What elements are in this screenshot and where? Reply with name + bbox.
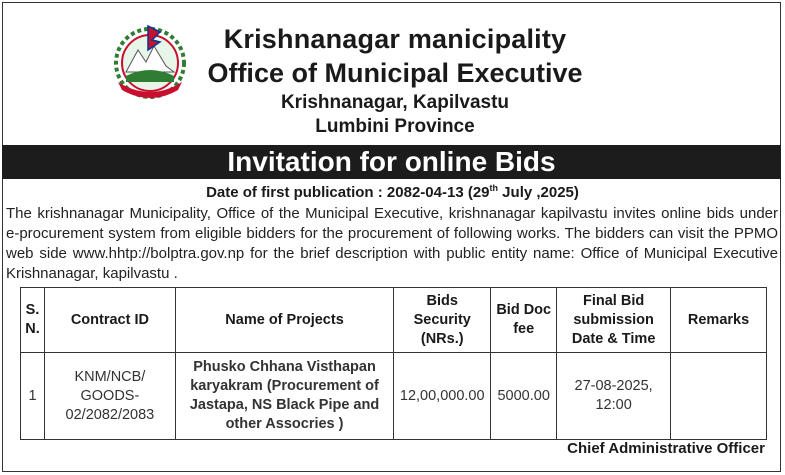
cell-contract-id: KNM/NCB/ GOODS- 02/2082/2083 — [44, 353, 175, 440]
cell-project-name: Phusko Chhana Visthapan karyakram (Procurement of Jastapa, NS Black Pipe and other Assocries ) — [175, 353, 393, 440]
table-row — [21, 353, 767, 440]
cell-submission-date: 27-08-2025, 12:00 — [557, 353, 671, 440]
notice-title-banner: Invitation for online Bids — [2, 145, 781, 179]
col-header-sn: S. N. — [21, 288, 45, 353]
cell-remarks — [671, 353, 767, 440]
publication-date-label: Date of first publication : 2082-04-13 (29 — [206, 184, 490, 201]
bids-table — [20, 287, 767, 440]
office-address: Krishnanagar, Kapilvastu — [280, 92, 510, 113]
cell-bid-doc-fee: 5000.00 — [491, 353, 557, 440]
col-header-bid-security: Bids Security (NRs.) — [394, 288, 491, 353]
publication-date-rest: July ,2025) — [498, 184, 579, 201]
municipality-name: Krishnanagar manicipality — [223, 24, 567, 54]
province-name: Lumbini Province — [315, 116, 475, 137]
col-header-submission-date: Final Bid submission Date & Time — [557, 288, 671, 353]
col-header-remarks: Remarks — [671, 288, 767, 353]
table-header-row — [21, 288, 767, 353]
office-name: Office of Municipal Executive — [207, 58, 583, 88]
col-header-contract-id: Contract ID — [44, 288, 175, 353]
signatory-title: Chief Administrative Officer — [567, 440, 765, 457]
publication-date — [0, 183, 785, 201]
cell-sn: 1 — [21, 353, 45, 440]
cell-bid-security: 12,00,000.00 — [394, 353, 491, 440]
col-header-bid-doc-fee: Bid Doc fee — [491, 288, 557, 353]
col-header-project-name: Name of Projects — [175, 288, 393, 353]
notice-body: The krishnanagar Municipality, Office of the Municipal Executive, krishnanagar kapilvastu invites online bids under e-procurement system from eligible bidders for the procurement of following works. The bidders can visit the PPMO web side www.hhtp://bolptra.gov.np for the brief description with public entity name: Office of Municipal Executive Krishnanagar, kapilvastu . — [6, 205, 778, 282]
publication-date-suffix: th — [489, 183, 499, 193]
